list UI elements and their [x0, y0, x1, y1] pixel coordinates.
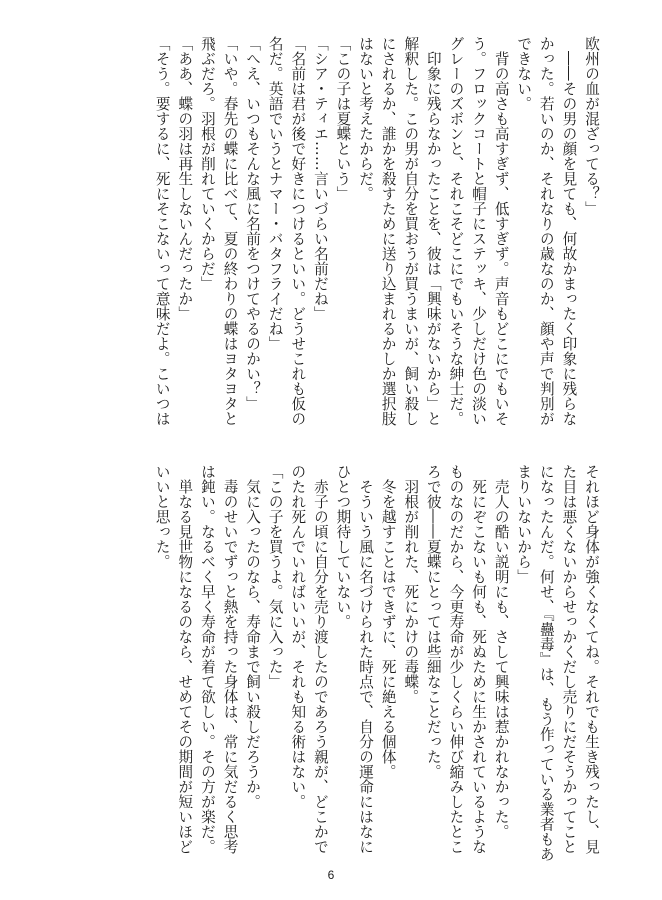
text-column: は鈍い。なるべく早く寿命が着て欲しい。その方が楽だ。	[198, 464, 216, 854]
text-column: ものなのだから、今更寿命が少しくらい伸び縮みしたとこ	[447, 464, 465, 854]
text-column: 「へえ、いつもそんな風に名前をつけてやるのかい？」	[244, 36, 262, 411]
text-column: 毒のせいでずっと熱を持った身体は、常に気だるく思考	[221, 464, 239, 854]
lower-text-block	[150, 464, 602, 874]
text-column: 単なる見世物になるのなら、せめてその期間が短いほど	[176, 464, 194, 854]
upper-text-block	[150, 36, 602, 446]
text-column: のたれ死んでいればいいが、それも知る術はない。	[289, 464, 307, 809]
text-column: 「シア・ティエ……言いづらい名前だね」	[311, 36, 329, 321]
text-column: 「ああ、蝶の羽は再生しないんだったか」	[176, 36, 194, 321]
text-column: 売人の酷い説明にも、さして興味は惹かれなかった。	[492, 464, 510, 839]
text-column: 欧州の血が混ざってる？」	[583, 36, 600, 216]
text-column: にされるか、誰かを殺すために送り込まれるかしか選択肢	[379, 36, 397, 426]
text-column: それほど身体が強くなくてね。それでも生き残ったし、見	[583, 464, 600, 854]
text-column: いいと思った。	[153, 464, 171, 569]
text-column: 「名前は君が後で好きにつけるといい。どうせこれも仮の	[289, 36, 307, 426]
text-column: 「いや。春先の蝶に比べて、夏の終わりの蝶はヨタヨタと	[221, 36, 239, 426]
text-column: そういう風に名づけられた時点で、自分の運命にはなに	[357, 464, 375, 854]
text-column: 飛ぶだろ。羽根が削れていくからだ」	[198, 36, 216, 291]
page-number: 6	[327, 868, 335, 882]
text-column: 印象に残らなかったことを、彼は「興味がないから」と	[424, 36, 442, 426]
text-column: う。フロックコートと帽子にステッキ、少しだけ色の淡い	[470, 36, 488, 426]
text-column: できない。	[515, 36, 533, 111]
text-column: 名だ。英語でいうとナマー・バタフライだね」	[266, 36, 284, 351]
text-column: 解釈した。この男が自分を買おうが買うまいが、飼い殺し	[402, 36, 420, 426]
text-column: ひとつ期待していない。	[334, 464, 352, 629]
text-column: はないと考えたからだ。	[357, 36, 375, 201]
text-column: グレーのズボンと、それこそどこにでもいそうな紳士だ。	[447, 36, 465, 426]
text-column: た目は悪くないからせっかくだし売りにだそうかってこと	[560, 464, 578, 854]
text-column: になったんだ。何せ、『蠱毒』は、もう作っている業者もあ	[537, 464, 555, 862]
text-column: 「そう。要するに、死にそこないって意味だよ。こいつは	[153, 36, 171, 426]
text-column: まりいないから」	[515, 464, 533, 584]
text-column: 「この子を買うよ。気に入った」	[266, 464, 284, 689]
text-column: ろで彼――夏蝶にとっては些細なことだった。	[424, 464, 442, 779]
text-column: 羽根が削れた、死にかけの毒蝶。	[402, 464, 420, 704]
text-column: 冬を越すことはできずに、死に絶える個体。	[379, 464, 397, 779]
text-column: ――その男の顔を見ても、何故かまったく印象に残らな	[560, 36, 578, 426]
text-column: かった。若いのか、それなりの歳なのか、顔や声で判別が	[537, 36, 555, 426]
text-column: 「この子は夏蝶という」	[334, 36, 352, 201]
text-column: 赤子の頃に自分を売り渡したのであろう親が、どこかで	[311, 464, 329, 854]
text-column: 背の高さも高すぎず、低すぎず。声音もどこにでもいそ	[492, 36, 510, 426]
text-column: 気に入ったのなら、寿命まで飼い殺しだろうか。	[244, 464, 262, 809]
text-column: 死にぞこないも何も、死ぬために生かされているような	[470, 464, 488, 854]
